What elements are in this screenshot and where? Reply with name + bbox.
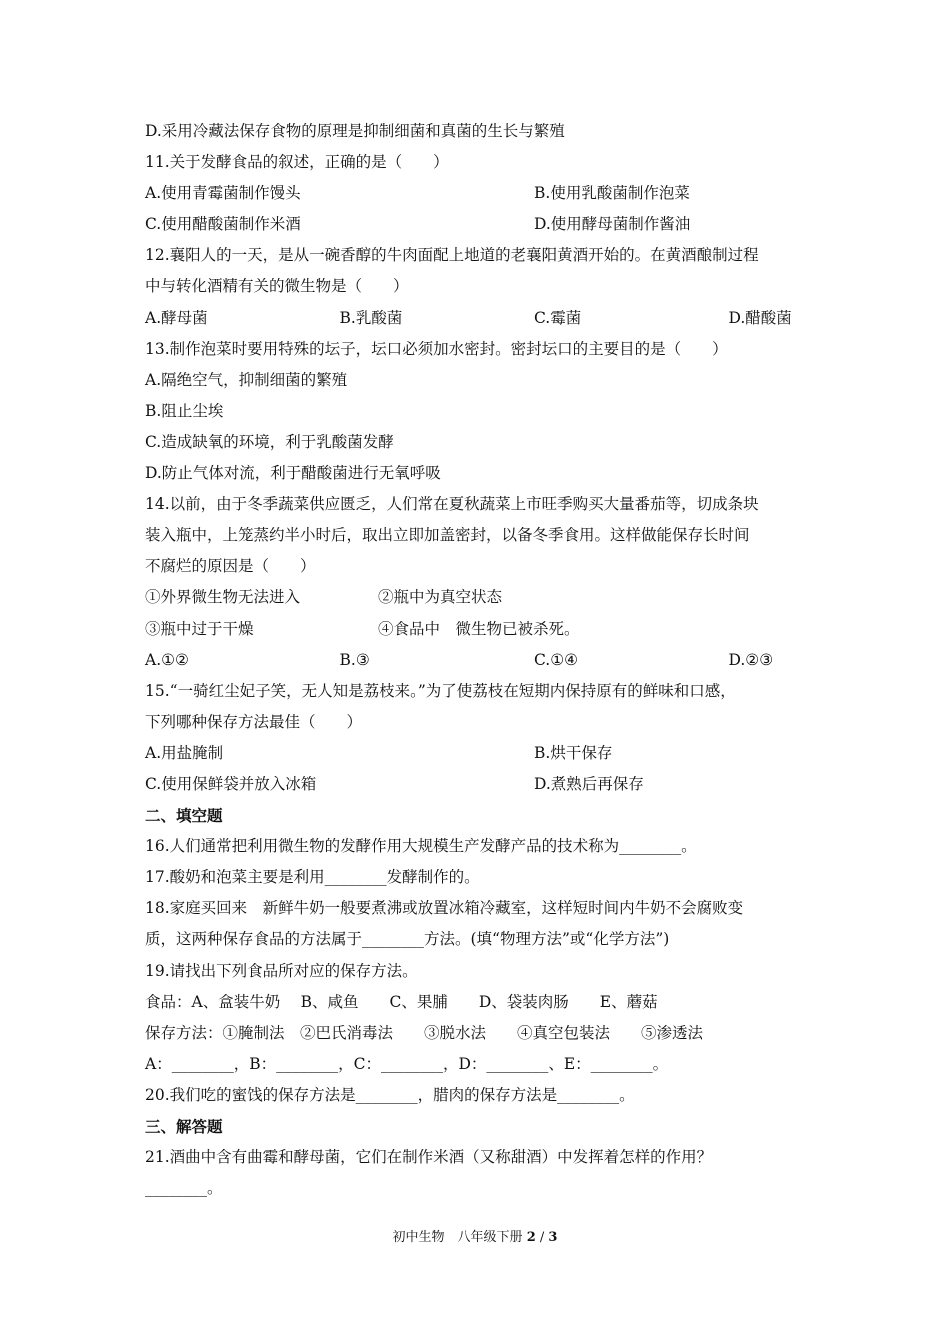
section-heading-fill-in: 二、填空题	[145, 806, 223, 826]
q21-line-1: 21.酒曲中含有曲霉和酵母菌，它们在制作米酒（又称甜酒）中发挥着怎样的作用？	[145, 1148, 713, 1167]
q15-stem-line-2: 下列哪种保存方法最佳（ ）	[145, 712, 363, 731]
q14-statement-3: ③瓶中过于干燥	[145, 619, 254, 638]
q14-statement-4: ④食品中 微生物已被杀死。	[378, 619, 580, 638]
footer-subject: 初中生物 八年级下册	[392, 1230, 523, 1245]
footer-page-total: 3	[548, 1230, 558, 1245]
q12-options-row	[145, 303, 810, 334]
q13-option-d: D.防止气体对流，利于醋酸菌进行无氧呼吸	[145, 464, 441, 483]
q15-option-a: A.用盐腌制	[145, 743, 224, 762]
q11-options-row-2	[145, 209, 810, 240]
q12-option-b: B.乳酸菌	[339, 308, 403, 327]
q13-option-a: A.隔绝空气，抑制细菌的繁殖	[145, 370, 348, 389]
q19-stem: 19.请找出下列食品所对应的保存方法。	[145, 961, 418, 980]
q10-option-d: D.采用冷藏法保存食物的原理是抑制细菌和真菌的生长与繁殖	[145, 122, 565, 140]
q14-option-d: D.②③	[728, 650, 774, 669]
q12-option-c: C.霉菌	[534, 308, 582, 327]
q12-option-a: A.酵母菌	[145, 308, 208, 327]
q15-options-row-1	[145, 738, 810, 769]
q14-statements-row-2	[145, 614, 810, 645]
q15-options-row-2	[145, 769, 810, 800]
q11-options-row-1	[145, 178, 810, 209]
q12-stem-line-2: 中与转化酒精有关的微生物是（ ）	[145, 277, 409, 296]
q20: 20.我们吃的蜜饯的保存方法是________，腊肉的保存方法是________。	[145, 1085, 635, 1104]
q14-stem-line-3: 不腐烂的原因是（ ）	[145, 557, 316, 576]
q11-option-c: C.使用醋酸菌制作米酒	[145, 215, 301, 234]
q13-stem: 13.制作泡菜时要用特殊的坛子，坛口必须加水密封。密封坛口的主要目的是（ ）	[145, 339, 728, 358]
page-content	[145, 116, 810, 1204]
q15-option-b: B.烘干保存	[534, 743, 613, 762]
footer-page-separator: /	[535, 1230, 549, 1245]
q14-options-row	[145, 645, 810, 676]
q11-option-a: A.使用青霉菌制作馒头	[145, 184, 301, 203]
q14-option-a: A.①②	[145, 650, 189, 669]
page-footer	[0, 1226, 950, 1245]
q12-option-d: D.醋酸菌	[728, 308, 792, 327]
q16: 16.人们通常把利用微生物的发酵作用大规模生产发酵产品的技术称为________。	[145, 837, 697, 856]
section-heading-answer: 三、解答题	[145, 1117, 223, 1136]
q19-answers: A：________，B：________，C：________，D：________、E：________。	[145, 1054, 669, 1073]
q15-option-c: C.使用保鲜袋并放入冰箱	[145, 774, 317, 793]
q13-option-b: B.阻止尘埃	[145, 401, 224, 420]
q18-line-2: 质，这两种保存食品的方法属于________方法。(填“物理方法”或“化学方法”)	[145, 930, 670, 949]
q19-foods: 食品：A、盒装牛奶 B、咸鱼 C、果脯 D、袋装肉肠 E、蘑菇	[145, 992, 658, 1011]
q14-statements-row-1	[145, 582, 810, 613]
q11-stem: 11.关于发酵食品的叙述，正确的是（ ）	[145, 153, 449, 172]
q11-option-d: D.使用酵母菌制作酱油	[534, 215, 691, 234]
q17: 17.酸奶和泡菜主要是利用________发酵制作的。	[145, 868, 480, 887]
q14-option-b: B.③	[339, 650, 370, 669]
q15-stem-line-1: 15.“一骑红尘妃子笑，无人知是荔枝来。”为了使荔枝在短期内保持原有的鲜味和口感，	[145, 681, 736, 700]
q13-option-c: C.造成缺氧的环境，利于乳酸菌发酵	[145, 432, 394, 451]
q12-stem-line-1: 12.襄阳人的一天，是从一碗香醇的牛肉面配上地道的老襄阳黄酒开始的。在黄酒酿制过程	[145, 246, 759, 265]
q19-methods: 保存方法：①腌制法 ②巴氏消毒法 ③脱水法 ④真空包装法 ⑤渗透法	[145, 1023, 704, 1042]
q11-option-b: B.使用乳酸菌制作泡菜	[534, 184, 690, 203]
q14-stem-line-2: 装入瓶中，上笼蒸约半小时后，取出立即加盖密封，以备冬季食用。这样做能保存长时间	[145, 526, 750, 545]
q14-statement-2: ②瓶中为真空状态	[378, 588, 503, 607]
q15-option-d: D.煮熟后再保存	[534, 774, 644, 793]
q14-statement-1: ①外界微生物无法进入	[145, 588, 301, 607]
q21-line-2: ________。	[145, 1179, 223, 1198]
q18-line-1: 18.家庭买回来 新鲜牛奶一般要煮沸或放置冰箱冷藏室，这样短时间内牛奶不会腐败变	[145, 899, 744, 918]
footer-page-number: 2	[526, 1230, 536, 1245]
q14-stem-line-1: 14.以前，由于冬季蔬菜供应匮乏，人们常在夏秋蔬菜上市旺季购买大量番茄等，切成条块	[145, 495, 759, 514]
q14-option-c: C.①④	[534, 650, 579, 669]
